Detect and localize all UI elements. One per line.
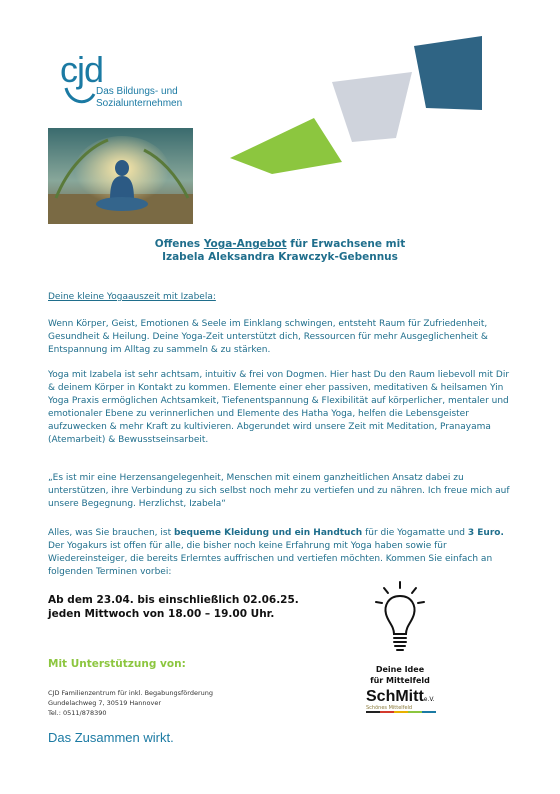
logo-subtitle [96,86,236,110]
idea-caption [350,664,450,686]
requirements-bold-clothing: bequeme Kleidung und ein Handtuch [173,528,363,538]
requirements-text-3: Der Yogakurs ist offen für alle, die bisher noch keine Erfahrung mit Yoga haben sowie für Wiedereinsteiger, die bereits Erlerntes auffrischen und vertiefen möchten. Kommen Sie einfach an folgenden Terminen vorbei: [48,541,493,577]
title-suffix: für Erwachsene mit [286,238,406,250]
logo-subtitle-line2: Sozialunternehmen [96,98,183,109]
schmitt-wordmark: SchMitt [366,688,424,705]
yoga-meditation-photo [48,128,193,224]
schmitt-tagline: Schönes Mittelfeld [366,705,413,711]
requirements-text-2: für die Yogamatte und [362,528,468,538]
yoga-offer-link[interactable]: Yoga-Angebot [203,238,287,250]
address-org: CJD Familienzentrum für inkl. Begabungsförderung [48,689,213,697]
schmitt-ev: e.V. [423,696,435,703]
schedule-dates: Ab dem 23.04. bis einschließlich 02.06.25. [48,594,299,606]
decorative-shapes [224,30,492,180]
page-title [60,238,500,264]
requirements-text-1: Alles, was Sie brauchen, ist [48,528,174,538]
title-prefix: Offenes [154,238,204,250]
support-heading: Mit Unterstützung von: [48,658,186,670]
lightbulb-icon [374,580,426,660]
schedule-time: jeden Mittwoch von 18.00 – 19.00 Uhr. [48,608,275,620]
paragraph-description: Yoga mit Izabela ist sehr achtsam, intuitiv & frei von Dogmen. Hier hast Du den Raum liebevoll mit Dir & deinem Körper in Kontakt zu kommen. Elemente einer eher passiven, meditativen & heilsamen Yin Yoga Praxis ermöglichen Achtsamkeit, Tiefenentspannung & Flexibilität auf körperlicher, mentaler und emotionaler Ebene zu verinnerlichen und Elemente des Hatha Yoga, helfen die Lebensgeister aufzuwecken & mehr Kraft zu kultivieren. Abgerundet wird unsere Zeit mit Meditation, Pranayama (Atemarbeit) & Bewusstseinsarbeit. [48,370,510,445]
title-line1 [60,238,500,251]
address-block [48,688,248,718]
paragraph-quote: „Es ist mir eine Herzensangelegenheit, Menschen mit einem ganzheitlichen Ansatz dabei zu unterstützen, ihre Verbindung zu sich selbst noch mehr zu vertiefen und zu nähren. Ich freue mich auf unsere Begegnung. Herzlichst, Izabela“ [48,473,510,509]
footer-slogan: Das Zusammen wirkt. [48,730,174,745]
cjd-logo [48,50,208,114]
address-phone: Tel.: 0511/878390 [48,709,107,717]
title-line2: Izabela Aleksandra Krawczyk-Gebennus [162,251,398,263]
schmitt-logo [366,686,436,710]
logo-subtitle-line1: Das Bildungs- und [96,86,178,97]
requirements-bold-price: 3 Euro. [467,528,504,538]
idea-line1: Deine Idee [375,665,425,674]
paragraph-intro: Wenn Körper, Geist, Emotionen & Seele im Einklang schwingen, entsteht Raum für Zufriedenheit, Gesundheit & Heilung. Deine Yoga-Zeit unterstützt dich, Ressourcen für mehr Ausgeglichenheit & Entspannung im Alltag zu sammeln & zu stärken. [48,319,488,355]
schedule [48,593,348,621]
logo-wordmark: cjd [60,49,104,90]
schmitt-color-bar [366,711,436,714]
idea-line2: für Mittelfeld [370,676,430,685]
green-shape [230,118,342,174]
dark-blue-shape [414,36,482,110]
paragraph-requirements [48,527,514,579]
address-street: Gundelachweg 7, 30519 Hannover [48,699,162,707]
intro-heading: Deine kleine Yogaauszeit mit Izabela: [48,292,216,302]
gray-shape [332,72,412,142]
